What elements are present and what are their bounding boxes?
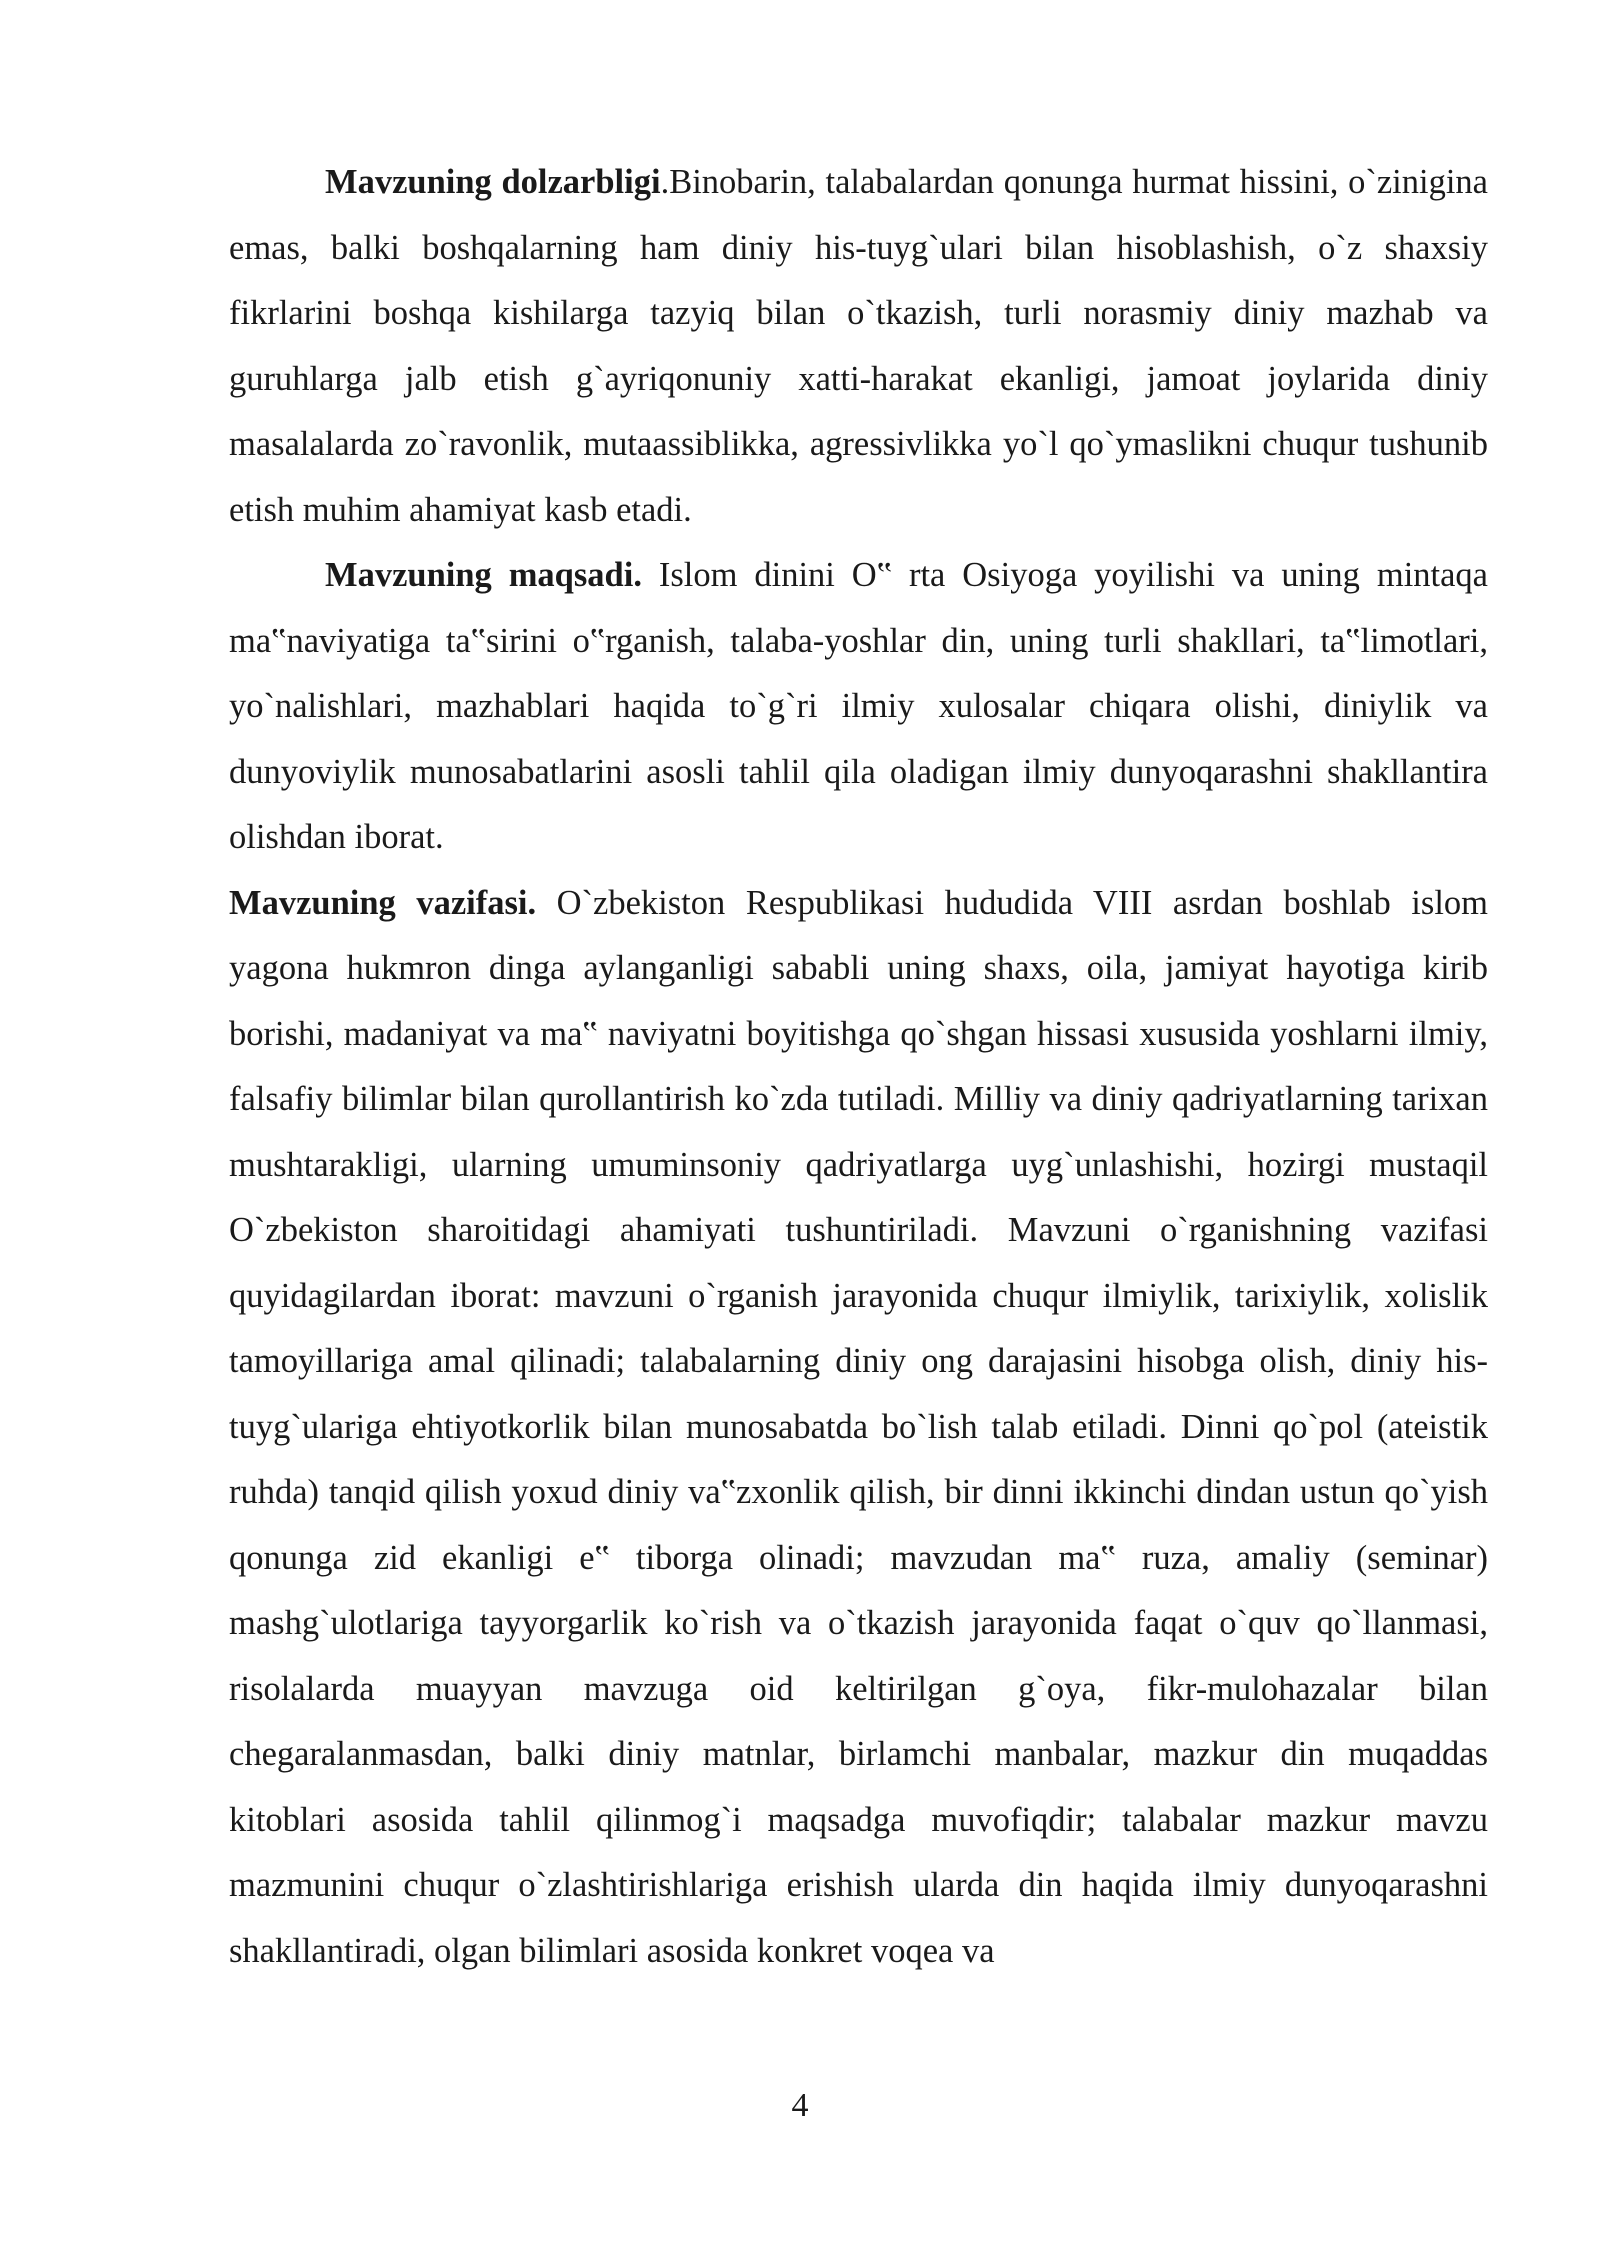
paragraph-text: Islom dinini O‟ rta Osiyoga yoyilishi va uning mintaqa ma‟naviyatiga ta‟sirini o‟rganish, talaba-yoshlar din, uning turli shakllari, ta‟limotlari, yo`nalishlari, mazhablari haqida to`g`ri ilmiy xulosalar chiqara olishi, diniylik va dunyoviylik munosabatlarini asosli tahlil qila oladigan ilmiy dunyoqarashni shakllantira olishdan iborat. (229, 556, 1488, 856)
paragraph-text: O`zbekiston Respublikasi hududida VIII asrdan boshlab islom yagona hukmron dinga aylanganligi sababli uning shaxs, oila, jamiyat hayotiga kirib borishi, madaniyat va ma‟ naviyatni boyitishga qo`shgan hissasi xususida yoshlarni ilmiy, falsafiy bilimlar bilan qurollantirish ko`zda tutiladi. Milliy va diniy qadriyatlarning tarixan mushtarakligi, ularning umuminsoniy qadriyatlarga uyg`unlashishi, hozirgi mustaqil O`zbekiston sharoitidagi ahamiyati tushuntiriladi. Mavzuni o`rganishning vazifasi quyidagilardan iborat: mavzuni o`rganish jarayonida chuqur ilmiylik, tarixiylik, xolislik tamoyillariga amal qilinadi; talabalarning diniy ong darajasini hisobga olish, diniy his-tuyg`ulariga ehtiyotkorlik bilan munosabatda bo`lish talab etiladi. Dinni qo`pol (ateistik ruhda) tanqid qilish yoxud diniy va‟zxonlik qilish, bir dinni ikkinchi dindan ustun qo`yish qonunga zid ekanligi e‟ tiborga olinadi; mavzudan ma‟ ruza, amaliy (seminar) mashg`ulotlariga tayyorgarlik ko`rish va o`tkazish jarayonida faqat o`quv qo`llanmasi, risolalarda muayyan mavzuga oid keltirilgan g`oya, fikr-mulohazalar bilan chegaralanmasdan, balki diniy matnlar, birlamchi manbalar, mazkur din muqaddas kitoblari asosida tahlil qilinmog`i maqsadga muvofiqdir; talabalar mazkur mavzu mazmunini chuqur o`zlashtirishlariga erishish ularda din haqida ilmiy dunyoqarashni shakllantiradi, olgan bilimlari asosida konkret voqea va (229, 883, 1488, 1970)
paragraph-heading: Mavzuning vazifasi. (229, 883, 537, 922)
paragraph-maqsadi (229, 543, 1488, 871)
page-number: 4 (791, 2087, 809, 2124)
paragraph-heading: Mavzuning maqsadi. (325, 556, 642, 594)
paragraph-text: .Binobarin, talabalardan qonunga hurmat hissini, o`zinigina emas, balki boshqalarning ham diniy his-tuyg`ulari bilan hisoblashish, o`z shaxsiy fikrlarini boshqa kishilarga tazyiq bilan o`tkazish, turli norasmiy diniy mazhab va guruhlarga jalb etish g`ayriqonuniy xatti-harakat ekanligi, jamoat joylarida diniy masalalarda zo`ravonlik, mutaassiblikka, agressivlikka yo`l qo`ymaslikni chuqur tushunib etish muhim ahamiyat kasb etadi. (229, 163, 1488, 529)
paragraph-heading: Mavzuning dolzarbligi (325, 163, 661, 201)
paragraph-vazifasi (229, 871, 1488, 1985)
paragraph-dolzarbligi (229, 150, 1488, 543)
document-body (229, 150, 1488, 1984)
